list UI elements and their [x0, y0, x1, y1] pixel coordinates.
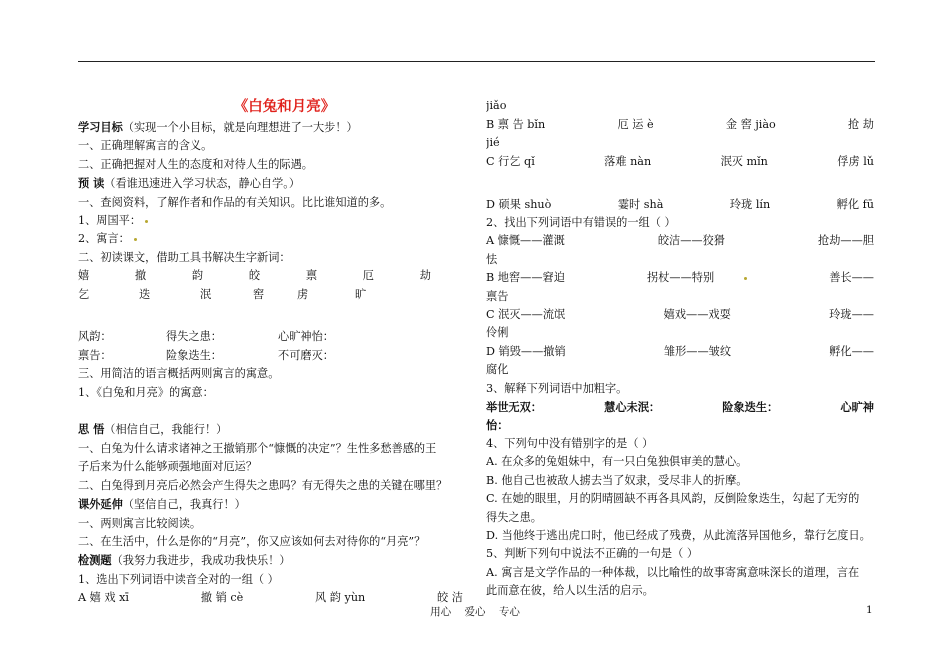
char-item: 迭	[139, 287, 151, 301]
learning-goals	[78, 118, 463, 137]
option-item: 撤 销 cè	[200, 591, 244, 605]
option-item: 孵化——	[829, 344, 874, 358]
extension-1: 一、两则寓言比较阅读。	[78, 516, 202, 530]
q3-words-row	[486, 398, 874, 416]
option-item: A 嬉 戏 xī	[78, 591, 130, 605]
char-item: 撤	[134, 269, 147, 283]
option-item: 金 窖 jiào	[725, 118, 776, 131]
test-heading: 检测题	[78, 553, 112, 568]
mark-dot	[145, 220, 148, 223]
char-item: 虏	[297, 287, 309, 301]
option-item: 玲珑——	[829, 308, 874, 322]
test-note: （我努力我进步，我成功我快乐！）	[111, 554, 291, 568]
extension-section	[78, 495, 463, 514]
task-1: 一、查阅资料，了解作者和作品的有关知识。比比谁知道的多。	[78, 195, 392, 209]
char-item: 劫	[419, 269, 431, 283]
page-number: 1	[866, 604, 873, 616]
header-rule	[78, 61, 875, 62]
task-3: 三、用简洁的语言概括两则寓言的寓意。	[78, 367, 280, 381]
option-item: 嬉戏——戏耍	[663, 308, 731, 322]
q4-option-d: D. 当他终于逃出虎口时，他已经成了残费，从此流落异国他乡，靠行乞度日。	[486, 528, 871, 542]
learning-goals-heading: 学习目标	[78, 120, 123, 134]
word-item: 慧心未泯：	[604, 400, 661, 415]
option-item: 落难 nàn	[604, 154, 652, 168]
q2-option-d-continued: 腐化	[486, 363, 509, 377]
option-item: 善长——	[829, 271, 874, 285]
q2-option-b-continued: 禀告	[486, 289, 509, 303]
preview-heading: 预 读	[78, 176, 105, 191]
char-item: 嬉	[78, 269, 90, 283]
option-item: 俘虏 lǔ	[837, 154, 874, 168]
char-item: 泯	[200, 287, 212, 301]
reflection-note: （相信自己，我能行！）	[104, 423, 228, 437]
word-item: 不可磨灭：	[278, 348, 334, 362]
option-c-row	[486, 153, 874, 171]
option-item: 皎洁——狡猾	[657, 234, 725, 248]
blank-gap	[486, 171, 874, 189]
mark-dot	[134, 238, 137, 241]
word-row-2	[78, 347, 463, 365]
q4-option-a: A. 在众多的兔姐妹中，有一只白兔独俱审美的慧心。	[486, 455, 748, 469]
option-item: C 行乞 qǐ	[486, 154, 535, 168]
word-item: 禀告：	[78, 348, 112, 362]
new-chars-row-2	[78, 286, 463, 304]
q2-option-d	[486, 343, 874, 361]
option-item: D 硕果 shuò	[486, 197, 552, 211]
new-chars-row-1	[78, 267, 463, 285]
goal-2: 二、正确把握对人生的态度和对待人生的际遇。	[78, 157, 313, 171]
char-item: 禀	[305, 269, 318, 283]
goal-1: 一、正确理解寓言的含义。	[78, 139, 213, 153]
option-item: 霎时 shà	[617, 197, 664, 211]
q5-option-a-line1: A. 寓言是文学作品的一种体裁，以比喻性的故事寄寓意味深长的道理，言在	[486, 565, 860, 579]
word-row-1	[78, 328, 463, 346]
test-section	[78, 551, 463, 570]
reflection-q1-line1: 一、白兔为什么请求诸神之王撤销那个“慷慨的决定”？生性多愁善感的王	[78, 441, 437, 455]
reflection-heading: 思 悟	[78, 422, 105, 437]
q2-option-b	[486, 269, 874, 287]
left-column	[78, 97, 463, 608]
char-item: 旷	[355, 287, 367, 301]
zhou-guoping-item: 1、周国平：	[78, 212, 463, 230]
char-item: 皎	[248, 269, 261, 283]
option-b-continued: jié	[486, 136, 500, 150]
q2-option-c-continued: 伶俐	[486, 326, 509, 340]
preview-note: （看谁迅速进入学习状态，静心自学。）	[104, 177, 301, 191]
right-column	[486, 97, 874, 601]
option-item: 抢劫——胆	[818, 234, 874, 248]
test-question-5: 5、判断下列句中说法不正确的一句是（ ）	[486, 547, 699, 561]
char-item: 乞	[78, 287, 90, 301]
char-item: 厄	[362, 269, 374, 283]
option-item: B 禀 告 bǐn	[486, 118, 546, 131]
q4-option-c-line1: C. 在她的眼里，月的阴晴圆缺不再各具风韵，反倒险象迭生，勾起了无穷的	[486, 492, 860, 506]
word-item: 心旷神	[840, 400, 874, 415]
q4-option-b: B. 他自己也被敌人掳去当了奴隶，受尽非人的折摩。	[486, 473, 748, 487]
option-b-row	[486, 116, 874, 134]
option-item: 泯灭 mǐn	[720, 154, 768, 168]
option-d-row	[486, 196, 874, 214]
option-item: 玲珑 lín	[729, 197, 771, 211]
word-item: 得失之患：	[166, 330, 222, 344]
extension-2: 二、在生活中，什么是你的“月亮”，你又应该如何去对待你的“月亮”？	[78, 534, 426, 548]
q2-option-a-continued: 怯	[486, 252, 498, 266]
q5-option-a-line2: 此而意在彼，给人以生活的启示。	[486, 584, 654, 598]
q3-words-continued: 怡：	[486, 418, 509, 433]
q2-option-c	[486, 306, 874, 324]
word-item: 险象迭生：	[166, 348, 222, 362]
test-question-4: 4、下列句中没有错别字的是（ ）	[486, 436, 654, 450]
q4-option-c-line2: 得失之患。	[486, 510, 542, 524]
option-item: C 泯灭——流氓	[486, 308, 566, 322]
word-item: 风韵：	[78, 330, 112, 344]
test-question-2: 2、找出下列词语中有错误的一组（ ）	[486, 216, 676, 230]
learning-goals-note: （实现一个小目标，就是向理想进了一大步！）	[122, 121, 358, 134]
word-item: 险象迭生：	[722, 400, 779, 415]
option-item: 皎 洁	[437, 591, 463, 605]
mark-dot	[744, 277, 747, 280]
option-item: 风 韵 yùn	[315, 591, 366, 605]
option-item: D 销毁——撤销	[486, 344, 566, 358]
option-item: 拐杖——特别	[647, 269, 747, 287]
word-item: 心旷神怡：	[278, 330, 334, 344]
option-item: A 慷慨——灌溉	[486, 234, 565, 248]
page-footer: 用心 爱心 专心	[430, 606, 520, 618]
q2-option-a	[486, 232, 874, 250]
document-title: 《白兔和月亮》	[233, 98, 336, 115]
test-question-1: 1、选出下列词语中读音全对的一组（ ）	[78, 572, 279, 586]
char-item: 窖	[253, 287, 265, 301]
reflection-q2: 二、白兔得到月亮后必然会产生得失之患吗？有无得失之患的关键在哪里？	[78, 478, 448, 492]
extension-heading: 课外延伸	[78, 497, 123, 512]
task-2: 二、初读课文，借助工具书解决生字新词：	[78, 250, 291, 264]
blank-gap	[78, 304, 463, 322]
option-a-continued: jiǎo	[486, 99, 507, 112]
task-3-question: 1、《白兔和月亮》的寓意：	[78, 385, 214, 399]
blank-gap	[78, 402, 463, 420]
preview-section	[78, 174, 463, 193]
option-item: 厄 运 è	[617, 118, 654, 131]
reflection-section	[78, 420, 463, 439]
fable-item: 2、寓言：	[78, 230, 463, 248]
word-item: 举世无双：	[486, 400, 542, 415]
test-question-3: 3、解释下列词语中加粗字。	[486, 381, 628, 395]
option-item: 抢 劫	[848, 118, 874, 131]
option-item: 雏形——皱纹	[663, 344, 732, 358]
option-item: 孵化 fū	[836, 197, 874, 211]
extension-note: （坚信自己，我真行！）	[122, 498, 246, 512]
reflection-q1-line2: 子后来为什么能够顽强地面对厄运？	[78, 460, 258, 474]
option-item: B 地窖——窘迫	[486, 271, 565, 285]
char-item: 韵	[191, 269, 204, 283]
